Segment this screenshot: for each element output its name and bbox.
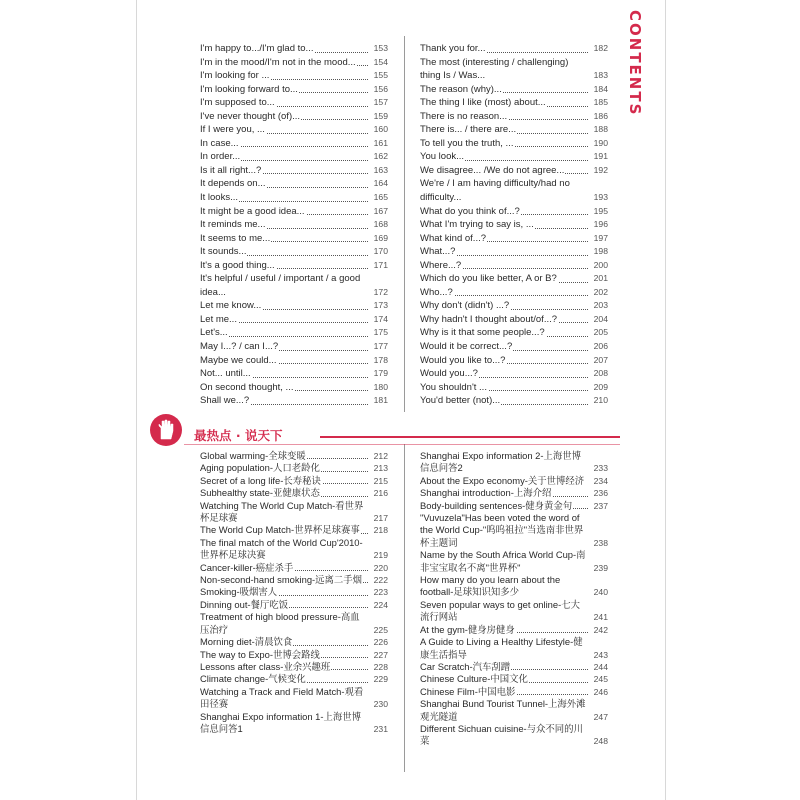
toc-entry-title: Smoking-吸烟害人 — [200, 586, 278, 598]
toc-entry-page: 195 — [593, 205, 608, 219]
toc-entry-page: 161 — [373, 137, 388, 151]
toc-entry-page: 162 — [373, 150, 388, 164]
toc-entry-title: How many do you learn about the football-足球知识知多少 — [420, 574, 561, 598]
toc-entry[interactable] — [420, 232, 608, 246]
toc-entry[interactable] — [200, 56, 388, 70]
toc-entry-title: At the gym-健身房健身 — [420, 623, 515, 635]
toc-entry[interactable] — [420, 177, 608, 204]
toc-entry-page: 222 — [373, 575, 388, 586]
toc-entry-title: Shanghai introduction-上海介绍 — [420, 487, 552, 499]
toc-entry-page: 223 — [373, 587, 388, 598]
toc-entry-title: It might be a good idea... — [200, 205, 305, 217]
toc-entry-title: You look... — [420, 151, 465, 163]
toc-entry-page: 236 — [593, 488, 608, 499]
toc-entry-page: 239 — [593, 562, 608, 573]
toc-entry[interactable] — [200, 586, 388, 598]
toc-entry[interactable] — [200, 686, 388, 711]
toc-entry[interactable] — [420, 354, 608, 368]
toc-entry-title: I'm looking for ... — [200, 70, 270, 82]
toc-entry[interactable] — [200, 177, 388, 191]
toc-entry-title: Shanghai Bund Tourist Tunnel-上海外滩观光隧道 — [420, 698, 586, 722]
toc-entry-title: The most (interesting / challenging) thing Is / Was... — [420, 56, 569, 82]
toc-entry[interactable] — [200, 191, 388, 205]
column-divider-top — [404, 36, 405, 412]
toc-entry[interactable] — [200, 367, 388, 381]
toc-entry-title: "Vuvuzela"Has been voted the word of the World Cup-"呜呜祖拉"当选南非世界杯主题词 — [420, 512, 584, 548]
toc-entry-page: 196 — [593, 218, 608, 232]
toc-entry-page: 157 — [373, 96, 388, 110]
toc-entry-page: 154 — [373, 56, 388, 70]
toc-entry-page: 160 — [373, 123, 388, 137]
toc-entry[interactable] — [200, 381, 388, 395]
toc-entry-page: 212 — [373, 451, 388, 461]
toc-entry-page: 192 — [593, 164, 608, 178]
toc-entry-title: Lessons after class-业余兴趣班 — [200, 660, 331, 672]
toc-entry[interactable] — [200, 599, 388, 611]
toc-entry-title: It looks... — [200, 192, 239, 204]
toc-entry[interactable] — [200, 354, 388, 368]
toc-entry[interactable] — [420, 624, 608, 636]
toc-entry-title: It sounds... — [200, 246, 247, 258]
toc-entry-title: In case... — [200, 137, 239, 149]
toc-entry[interactable] — [200, 574, 388, 586]
toc-entry-page: 179 — [373, 367, 388, 381]
toc-entry-title: It depends on... — [200, 178, 266, 190]
toc-entry-title: The reason (why)... — [420, 83, 502, 95]
toc-entry[interactable] — [420, 381, 608, 395]
toc-entry[interactable] — [200, 110, 388, 124]
toc-entry-title: Let's... — [200, 327, 228, 339]
toc-entry-page: 227 — [373, 649, 388, 660]
toc-entry[interactable] — [200, 150, 388, 164]
toc-entry[interactable] — [420, 487, 608, 499]
toc-entry[interactable] — [200, 340, 388, 354]
toc-entry-page: 190 — [593, 137, 608, 151]
toc-entry[interactable] — [420, 698, 608, 723]
toc-entry[interactable] — [420, 636, 608, 661]
toc-entry-page: 172 — [373, 286, 388, 300]
toc-entry-page: 234 — [593, 475, 608, 486]
toc-entry[interactable] — [420, 110, 608, 124]
toc-entry[interactable] — [420, 96, 608, 110]
toc-entry-title: Maybe we could... — [200, 354, 277, 366]
toc-entry[interactable] — [420, 299, 608, 313]
toc-column-bottom-left — [200, 450, 388, 735]
toc-entry-title: On second thought, ... — [200, 381, 294, 393]
toc-entry-title: I'm looking forward to... — [200, 83, 298, 95]
toc-entry-title: The way to Expo-世博会路线 — [200, 648, 320, 660]
toc-entry-page: 207 — [593, 354, 608, 368]
toc-entry[interactable] — [420, 150, 608, 164]
toc-entry-page: 226 — [373, 637, 388, 648]
toc-entry[interactable] — [200, 69, 388, 83]
toc-entry[interactable] — [200, 42, 388, 56]
hand-badge-icon — [150, 414, 182, 446]
toc-entry[interactable] — [420, 56, 608, 83]
toc-entry-title: Shall we...? — [200, 395, 250, 407]
toc-entry-title: I'm happy to.../I'm glad to... — [200, 43, 314, 54]
toc-entry[interactable] — [200, 164, 388, 178]
toc-entry[interactable] — [200, 259, 388, 273]
toc-entry[interactable] — [420, 394, 608, 408]
toc-entry-page: 237 — [593, 500, 608, 511]
toc-entry-page: 218 — [373, 525, 388, 536]
section-header — [150, 414, 620, 450]
toc-entry-page: 213 — [373, 463, 388, 474]
toc-entry-page: 202 — [593, 286, 608, 300]
toc-entry-page: 217 — [373, 513, 388, 524]
toc-entry-page: 242 — [593, 624, 608, 635]
toc-entry-title: The final match of the World Cup'2010-世界杯足球决赛 — [200, 536, 363, 561]
toc-entry-page: 241 — [593, 612, 608, 623]
toc-entry-title: You shouldn't ... — [420, 381, 487, 393]
toc-entry-page: 200 — [593, 259, 608, 273]
toc-entry[interactable] — [200, 205, 388, 219]
toc-entry-page: 243 — [593, 649, 608, 660]
toc-entry[interactable] — [200, 524, 388, 536]
contents-side-title: CONTENTS — [626, 10, 644, 117]
toc-column-top-right — [420, 42, 608, 408]
toc-entry[interactable] — [200, 96, 388, 110]
toc-entry-title: Seven popular ways to get online-七大流行网站 — [420, 598, 580, 623]
toc-entry[interactable] — [420, 164, 608, 178]
toc-entry-page: 216 — [373, 488, 388, 499]
toc-entry-title: Shanghai Expo information 2-上海世博信息问答2 — [420, 450, 582, 474]
toc-entry[interactable] — [200, 299, 388, 313]
toc-entry[interactable] — [200, 450, 388, 462]
section-underline — [184, 444, 620, 445]
toc-entry-page: 209 — [593, 381, 608, 395]
toc-entry[interactable] — [200, 537, 388, 562]
toc-entry-page: 156 — [373, 83, 388, 97]
toc-entry-page: 248 — [593, 736, 608, 747]
toc-entry-page: 198 — [593, 245, 608, 259]
toc-entry[interactable] — [420, 500, 608, 512]
toc-entry-page: 175 — [373, 326, 388, 340]
toc-entry[interactable] — [200, 500, 388, 525]
toc-entry-title: Body-building sentences-健身黄金句 — [420, 499, 573, 511]
toc-entry-title: A Guide to Living a Healthy Lifestyle-健康生活指导 — [420, 636, 583, 660]
toc-entry-page: 203 — [593, 299, 608, 313]
toc-entry-title: About the Expo economy-关于世博经济 — [420, 474, 585, 486]
toc-entry-page: 178 — [373, 354, 388, 368]
toc-entry-title: Would you...? — [420, 368, 478, 380]
toc-entry[interactable] — [420, 599, 608, 624]
toc-entry-title: Watching The World Cup Match-看世界杯足球赛 — [200, 499, 364, 524]
toc-entry-title: I'm in the mood/I'm not in the mood... — [200, 56, 356, 68]
toc-entry-title: Why hadn't I thought about/of...? — [420, 313, 558, 325]
toc-entry[interactable] — [420, 326, 608, 340]
toc-entry[interactable] — [200, 475, 388, 487]
toc-column-bottom-right — [420, 450, 608, 748]
toc-entry-title: Watching a Track and Field Match-观看田径赛 — [200, 685, 364, 710]
toc-entry-page: 225 — [373, 624, 388, 635]
toc-entry-page: 167 — [373, 205, 388, 219]
toc-entry-title: In order... — [200, 151, 241, 163]
toc-entry-page: 181 — [373, 394, 388, 408]
toc-entry-page: 153 — [373, 42, 388, 56]
toc-entry-title: Is it all right...? — [200, 164, 262, 176]
toc-entry[interactable] — [420, 286, 608, 300]
toc-entry[interactable] — [420, 512, 608, 549]
toc-entry-title: We disagree... /We do not agree... — [420, 164, 565, 176]
toc-entry[interactable] — [420, 661, 608, 673]
toc-entry-title: It's a good thing... — [200, 259, 275, 271]
toc-entry[interactable] — [200, 394, 388, 408]
toc-entry-page: 182 — [593, 42, 608, 56]
toc-entry-title: What I'm trying to say is, ... — [420, 219, 534, 231]
toc-entry-page: 165 — [373, 191, 388, 205]
toc-entry[interactable] — [420, 137, 608, 151]
toc-entry-title: Not... until... — [200, 368, 251, 380]
toc-entry-title: Which do you like better, A or B? — [420, 273, 557, 285]
toc-entry[interactable] — [200, 83, 388, 97]
toc-entry-page: 180 — [373, 381, 388, 395]
toc-entry[interactable] — [200, 218, 388, 232]
toc-entry-title: The World Cup Match-世界杯足球赛事 — [200, 524, 360, 536]
toc-entry[interactable] — [200, 462, 388, 474]
toc-entry[interactable] — [420, 205, 608, 219]
toc-entry[interactable] — [420, 259, 608, 273]
toc-entry-title: Why is it that some people...? — [420, 327, 545, 339]
toc-entry[interactable] — [200, 272, 388, 299]
toc-entry-title: Where...? — [420, 259, 462, 271]
toc-entry-title: Chinese Culture-中国文化 — [420, 673, 528, 685]
toc-entry-title: I've never thought (of)... — [200, 110, 301, 122]
toc-entry-page: 224 — [373, 599, 388, 610]
toc-entry[interactable] — [420, 367, 608, 381]
toc-entry[interactable] — [200, 123, 388, 137]
toc-entry-page: 188 — [593, 123, 608, 137]
toc-entry[interactable] — [200, 661, 388, 673]
toc-entry-title: Cancer-killer-癌症杀手 — [200, 561, 294, 573]
toc-entry-page: 219 — [373, 550, 388, 561]
toc-entry-title: Who...? — [420, 286, 453, 298]
toc-entry-title: Dinning out-餐厅吃饭 — [200, 598, 289, 610]
toc-entry[interactable] — [200, 232, 388, 246]
toc-entry-title: I'm supposed to... — [200, 97, 275, 109]
toc-entry[interactable] — [420, 475, 608, 487]
toc-entry[interactable] — [420, 313, 608, 327]
toc-entry-title: To tell you the truth, ... — [420, 137, 514, 149]
toc-entry-title: Would it be correct...? — [420, 341, 513, 353]
toc-entry-title: Subhealthy state-亚健康状态 — [200, 487, 320, 499]
toc-entry-page: 159 — [373, 110, 388, 124]
toc-entry-page: 193 — [593, 191, 608, 205]
toc-entry-title: There is no reason... — [420, 110, 508, 122]
toc-entry-page: 155 — [373, 69, 388, 83]
toc-entry[interactable] — [420, 450, 608, 475]
toc-entry-page: 186 — [593, 110, 608, 124]
toc-entry-page: 174 — [373, 313, 388, 327]
toc-entry-page: 164 — [373, 177, 388, 191]
toc-entry-page: 201 — [593, 272, 608, 286]
toc-entry-title: What do you think of...? — [420, 205, 520, 217]
toc-entry[interactable] — [200, 636, 388, 648]
toc-entry-title: Would you like to...? — [420, 354, 506, 366]
toc-entry[interactable] — [420, 272, 608, 286]
toc-entry-title: Chinese Film-中国电影 — [420, 685, 516, 697]
toc-entry-page: 191 — [593, 150, 608, 164]
toc-entry-title: Shanghai Expo information 1-上海世博信息问答1 — [200, 710, 362, 734]
toc-entry[interactable] — [420, 723, 608, 748]
toc-entry-title: What kind of...? — [420, 232, 487, 244]
toc-entry[interactable] — [420, 686, 608, 698]
toc-entry-title: Why don't (didn't) ...? — [420, 300, 510, 312]
toc-entry-title: Car Scratch-汽车刮蹭 — [420, 660, 511, 672]
toc-entry-page: 220 — [373, 562, 388, 573]
toc-entry-page: 197 — [593, 232, 608, 246]
toc-entry[interactable] — [420, 123, 608, 137]
toc-entry-title: Different Sichuan cuisine-与众不同的川菜 — [420, 722, 583, 747]
toc-entry-page: 168 — [373, 218, 388, 232]
toc-entry[interactable] — [200, 326, 388, 340]
toc-entry-title: What...? — [420, 246, 456, 258]
toc-entry-title: Climate change-气候变化 — [200, 673, 306, 685]
toc-entry-title: Morning diet-清晨饮食 — [200, 636, 293, 648]
toc-entry-title: Treatment of high blood pressure-高血压治疗 — [200, 611, 360, 635]
toc-entry-page: 173 — [373, 299, 388, 313]
toc-entry[interactable] — [420, 42, 608, 56]
toc-entry[interactable] — [420, 549, 608, 574]
toc-entry-title: Non-second-hand smoking-远离二手烟 — [200, 574, 363, 586]
toc-entry-page: 244 — [593, 661, 608, 672]
toc-entry[interactable] — [420, 673, 608, 685]
toc-entry[interactable] — [200, 711, 388, 736]
toc-entry-page: 169 — [373, 232, 388, 246]
toc-entry[interactable] — [200, 487, 388, 499]
toc-entry-page: 177 — [373, 340, 388, 354]
toc-entry-page: 206 — [593, 340, 608, 354]
toc-entry-page: 215 — [373, 475, 388, 486]
toc-entry[interactable] — [200, 245, 388, 259]
toc-entry[interactable] — [200, 562, 388, 574]
toc-entry[interactable] — [420, 245, 608, 259]
section-rule — [320, 436, 620, 438]
toc-entry[interactable] — [200, 649, 388, 661]
toc-entry[interactable] — [200, 313, 388, 327]
toc-entry-page: 233 — [593, 463, 608, 474]
toc-entry-page: 238 — [593, 537, 608, 548]
toc-entry-page: 246 — [593, 686, 608, 697]
toc-entry-title: It seems to me... — [200, 232, 271, 244]
toc-entry-title: May I...? / can I...? — [200, 341, 279, 353]
section-title: 最热点 · 说天下 — [194, 428, 283, 443]
toc-entry[interactable] — [200, 611, 388, 636]
column-divider-bottom — [404, 444, 405, 772]
toc-entry-title: Name by the South Africa World Cup-南非宝宝取名不离"世界杯" — [420, 549, 586, 573]
toc-entry-title: Let me know... — [200, 300, 262, 312]
toc-entry-page: 170 — [373, 245, 388, 259]
toc-entry-title: Thank you for... — [420, 43, 486, 54]
toc-entry-title: Global warming-全球变暖 — [200, 450, 306, 461]
toc-entry-title: It's helpful / useful / important / a good idea... — [200, 273, 361, 298]
toc-entry-page: 240 — [593, 587, 608, 598]
toc-entry[interactable] — [420, 83, 608, 97]
toc-entry-title: The thing I like (most) about... — [420, 97, 546, 109]
toc-entry-page: 183 — [593, 69, 608, 83]
toc-entry-page: 247 — [593, 711, 608, 722]
toc-column-top-left — [200, 42, 388, 408]
toc-entry[interactable] — [420, 218, 608, 232]
toc-entry[interactable] — [200, 137, 388, 151]
toc-entry-page: 171 — [373, 259, 388, 273]
toc-entry-title: Secret of a long life-长寿秘诀 — [200, 474, 321, 486]
toc-entry-page: 204 — [593, 313, 608, 327]
toc-entry[interactable] — [420, 340, 608, 354]
toc-entry-page: 184 — [593, 83, 608, 97]
toc-entry-title: If I were you, ... — [200, 124, 265, 136]
toc-entry[interactable] — [200, 673, 388, 685]
toc-entry-title: There is... / there are... — [420, 124, 517, 136]
toc-entry-page: 245 — [593, 674, 608, 685]
toc-entry-page: 229 — [373, 674, 388, 685]
toc-entry-title: It reminds me... — [200, 219, 266, 231]
toc-entry[interactable] — [420, 574, 608, 599]
toc-entry-title: Aging population-人口老龄化 — [200, 462, 320, 474]
toc-entry-page: 210 — [593, 394, 608, 408]
toc-entry-title: We're / I am having difficulty/had no difficulty... — [420, 178, 570, 204]
toc-entry-page: 163 — [373, 164, 388, 178]
toc-entry-page: 205 — [593, 326, 608, 340]
toc-entry-page: 231 — [373, 723, 388, 734]
toc-entry-title: Let me... — [200, 313, 237, 325]
toc-entry-page: 228 — [373, 661, 388, 672]
toc-entry-page: 185 — [593, 96, 608, 110]
toc-entry-title: You'd better (not)... — [420, 395, 501, 407]
toc-entry-page: 208 — [593, 367, 608, 381]
toc-entry-page: 230 — [373, 699, 388, 710]
